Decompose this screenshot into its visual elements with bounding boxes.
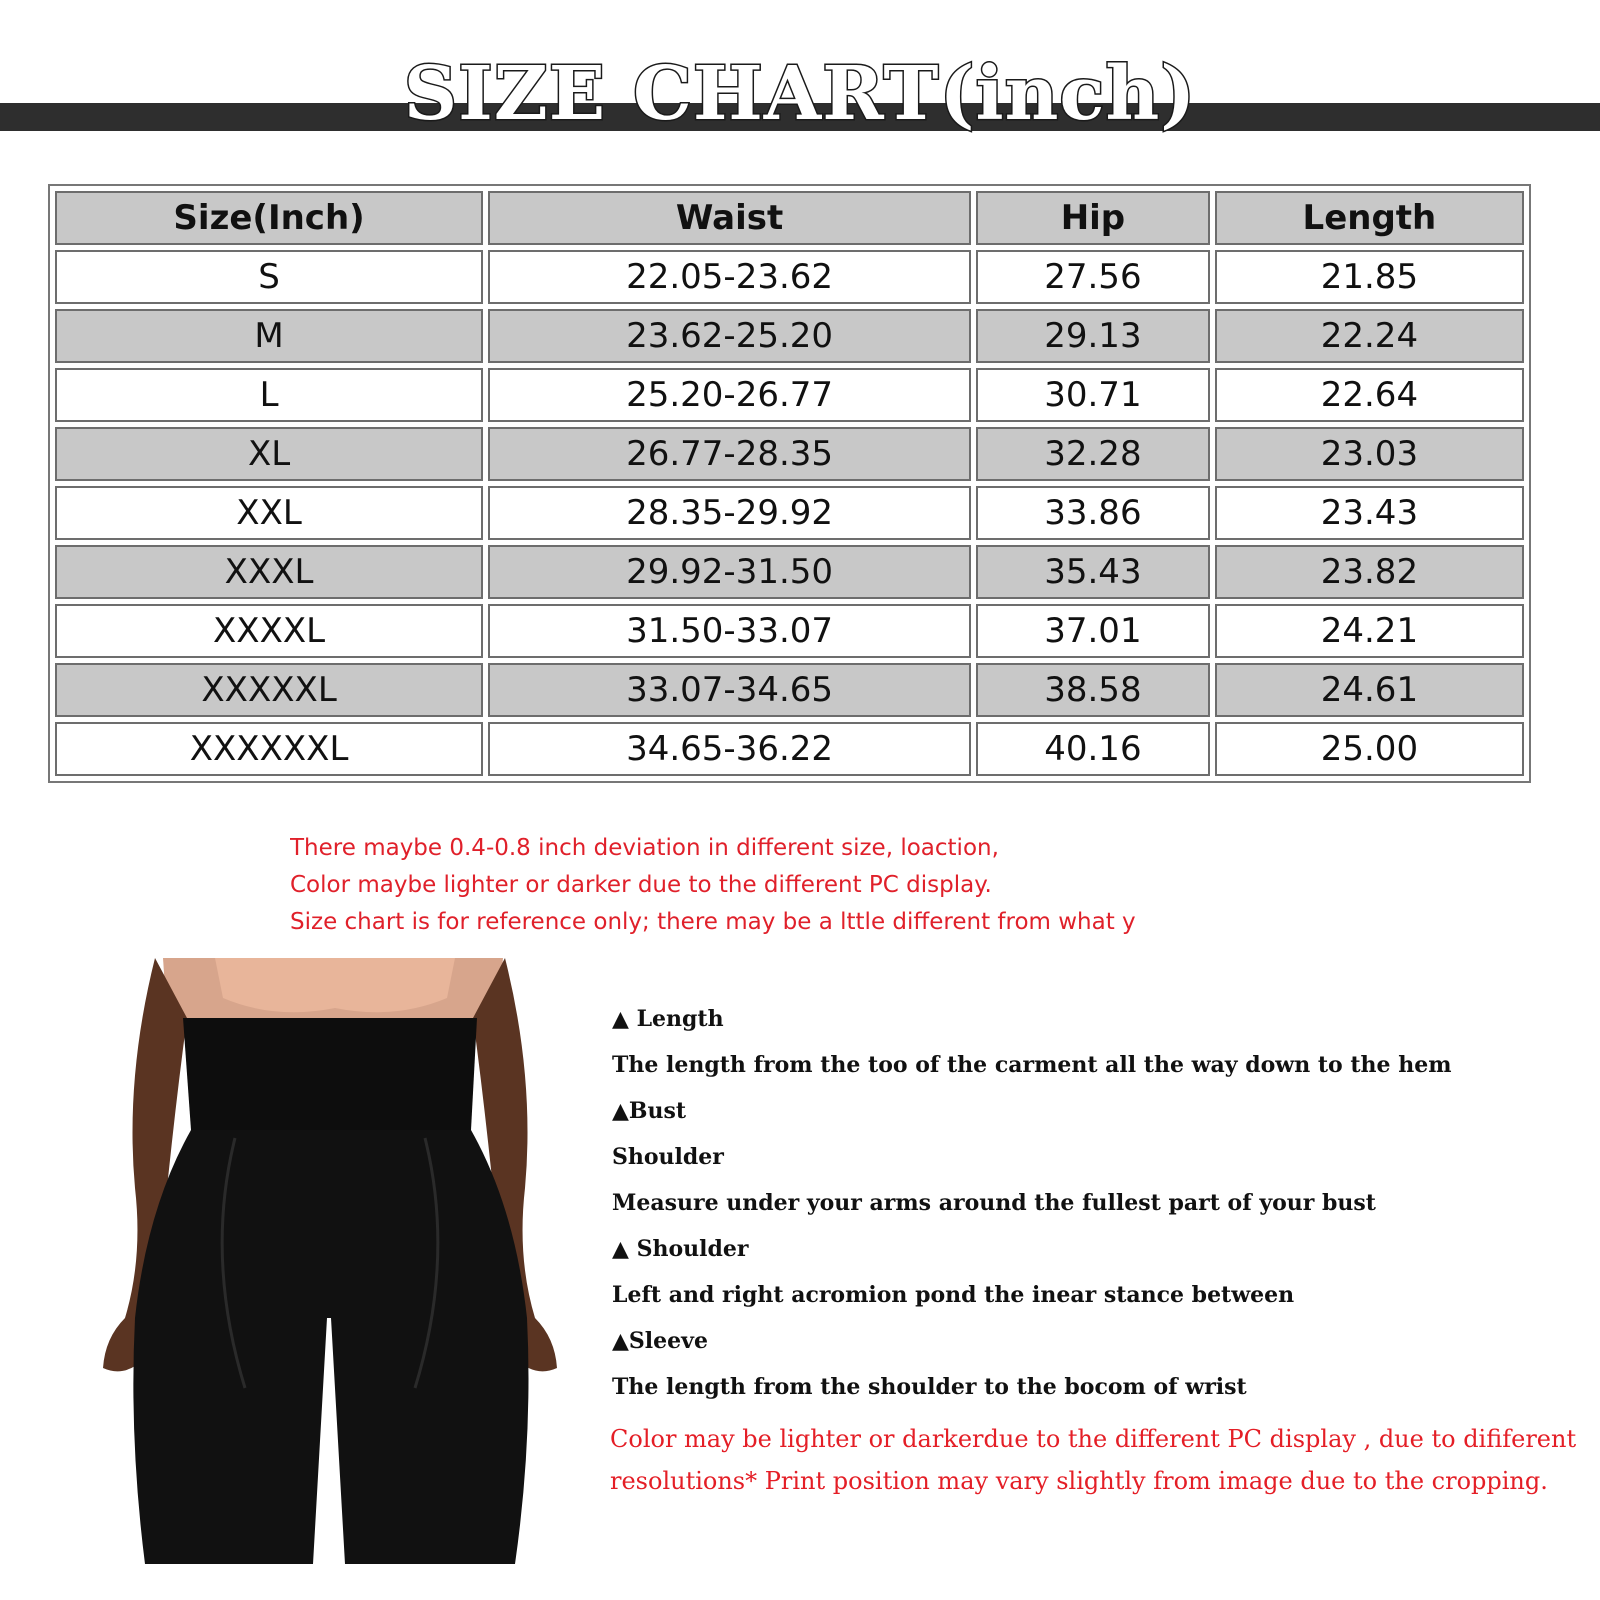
length-cell: 24.21 [1215,604,1524,658]
hip-cell: 32.28 [976,427,1210,481]
table-row [55,309,1524,363]
guide-text-sleeve: The length from the shoulder to the bocom of wrist [612,1374,1247,1400]
model-bra [215,958,455,1012]
shaper-waistband [183,1018,477,1130]
guide-heading-bust: ▲Bust [612,1098,687,1124]
hip-cell: 33.86 [976,486,1210,540]
table-row [55,486,1524,540]
table-row [55,368,1524,422]
column-header-hip: Hip [976,191,1210,245]
note-line: Color maybe lighter or darker due to the different PC display. [290,872,992,898]
table-row [55,663,1524,717]
table-header-row [55,191,1524,245]
length-cell: 22.24 [1215,309,1524,363]
shaper-shorts [133,1130,528,1564]
waist-cell: 26.77-28.35 [488,427,971,481]
guide-text-bust: Measure under your arms around the fullest part of your bust [612,1190,1376,1216]
size-cell: XXXXXL [55,663,483,717]
column-header-size: Size(Inch) [55,191,483,245]
guide-heading-length: ▲ Length [612,1006,724,1032]
length-cell: 23.03 [1215,427,1524,481]
size-cell: S [55,250,483,304]
waist-cell: 22.05-23.62 [488,250,971,304]
product-photo [95,958,565,1564]
disclaimer-line: resolutions* Print position may vary slightly from image due to the cropping. [610,1467,1548,1495]
column-header-waist: Waist [488,191,971,245]
size-cell: XXXL [55,545,483,599]
note-line: There maybe 0.4-0.8 inch deviation in different size, loaction, [290,835,999,861]
guide-heading-sleeve: ▲Sleeve [612,1328,708,1354]
guide-text-length: The length from the too of the carment all the way down to the hem [612,1052,1452,1078]
waist-cell: 28.35-29.92 [488,486,971,540]
measurement-guide [612,996,1572,1410]
waist-cell: 25.20-26.77 [488,368,971,422]
length-cell: 24.61 [1215,663,1524,717]
hip-cell: 35.43 [976,545,1210,599]
column-header-length: Length [1215,191,1524,245]
waist-cell: 23.62-25.20 [488,309,971,363]
table-row [55,604,1524,658]
disclaimer-line: Color may be lighter or darkerdue to the different PC display , due to dififerent [610,1425,1577,1453]
length-cell: 21.85 [1215,250,1524,304]
table-row [55,250,1524,304]
hip-cell: 38.58 [976,663,1210,717]
waist-cell: 31.50-33.07 [488,604,971,658]
size-cell: L [55,368,483,422]
guide-text-shoulder: Left and right acromion pond the inear stance between [612,1282,1295,1308]
deviation-notes [290,830,1140,941]
size-cell: M [55,309,483,363]
size-cell: XXL [55,486,483,540]
hip-cell: 27.56 [976,250,1210,304]
length-cell: 23.82 [1215,545,1524,599]
hip-cell: 40.16 [976,722,1210,776]
length-cell: 22.64 [1215,368,1524,422]
hip-cell: 30.71 [976,368,1210,422]
guide-heading-shoulder: ▲ Shoulder [612,1236,749,1262]
note-line: Size chart is for reference only; there may be a lttle different from what y [290,909,1136,935]
color-disclaimer [610,1418,1577,1502]
hip-cell: 29.13 [976,309,1210,363]
table-row [55,722,1524,776]
size-cell: XL [55,427,483,481]
table-row [55,427,1524,481]
waist-cell: 33.07-34.65 [488,663,971,717]
size-cell: XXXXL [55,604,483,658]
waist-cell: 29.92-31.50 [488,545,971,599]
page-title: SIZE CHART(inch) [403,51,1197,137]
guide-text-shoulder-label: Shoulder [612,1144,724,1170]
size-table [48,184,1531,783]
waist-cell: 34.65-36.22 [488,722,971,776]
size-cell: XXXXXXL [55,722,483,776]
length-cell: 23.43 [1215,486,1524,540]
table-row [55,545,1524,599]
length-cell: 25.00 [1215,722,1524,776]
hip-cell: 37.01 [976,604,1210,658]
